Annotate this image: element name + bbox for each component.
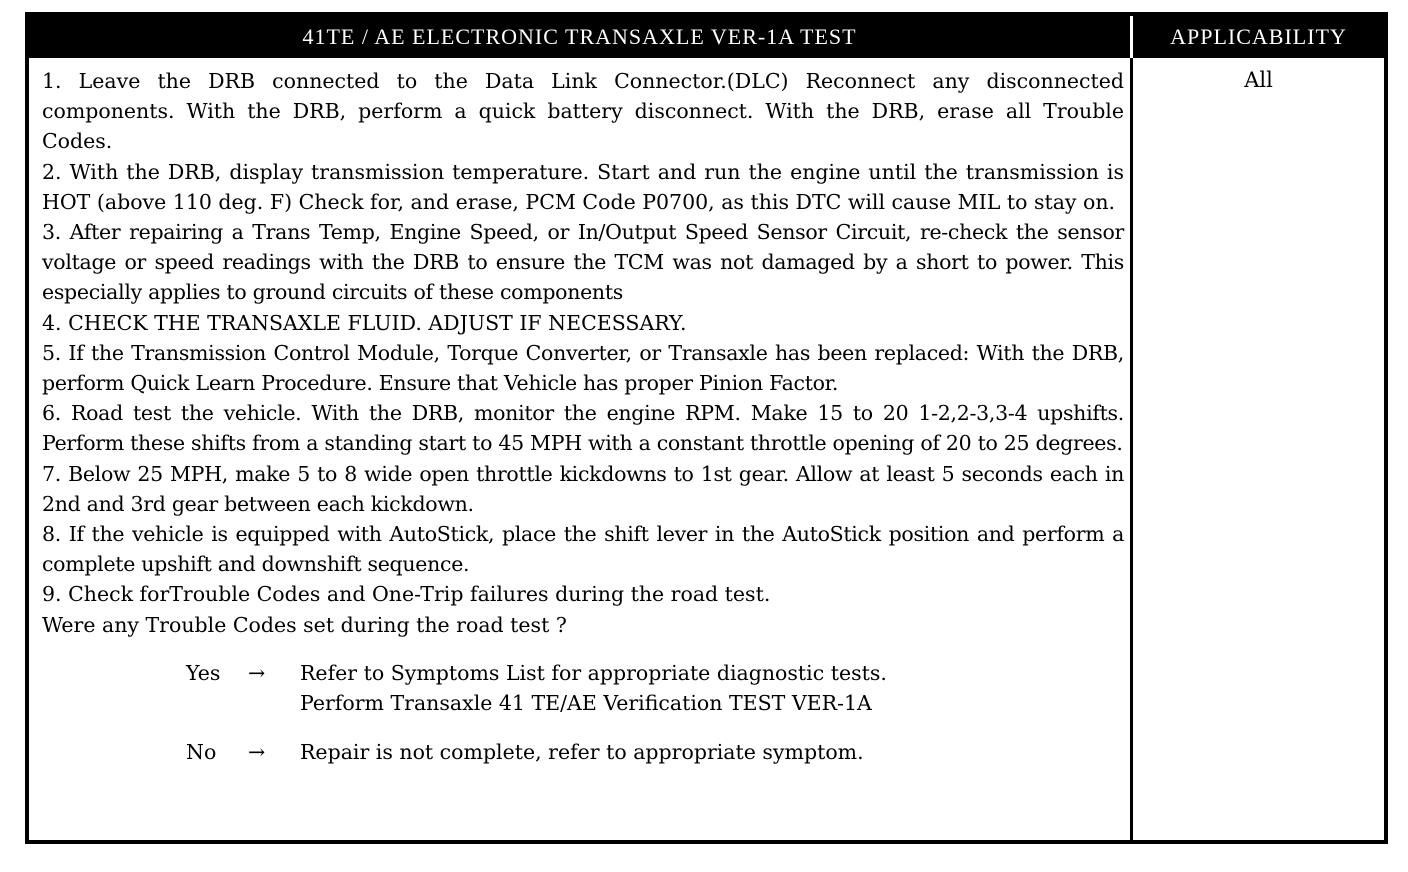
step-7: 7. Below 25 MPH, make 5 to 8 wide open throttle kickdowns to 1st gear. Allow at least 5 seconds each in 2nd and 3rd gear between each kickdown. <box>42 461 1124 516</box>
right-arrow-icon: → <box>248 740 266 765</box>
answer-yes-text <box>300 658 1124 718</box>
table-header-applicability: APPLICABILITY <box>1133 16 1384 58</box>
applicability-cell: All <box>1244 68 1273 92</box>
procedure-table <box>25 12 1388 844</box>
step-8: 8. If the vehicle is equipped with AutoStick, place the shift lever in the AutoStick position and perform a complete upshift and downshift sequence. <box>42 522 1124 577</box>
answer-no-text: Repair is not complete, refer to appropriate symptom. <box>300 740 864 765</box>
answer-yes-line-2: Perform Transaxle 41 TE/AE Verification TEST VER-1A <box>300 691 872 716</box>
step-1: 1. Leave the DRB connected to the Data Link Connector.(DLC) Reconnect any disconnected components. With the DRB, perform a quick battery disconnect. With the DRB, erase all Trouble Codes. <box>42 69 1124 154</box>
step-4: 4. CHECK THE TRANSAXLE FLUID. ADJUST IF NECESSARY. <box>42 310 687 335</box>
answer-yes <box>186 658 1124 718</box>
answer-yes-line-1: Refer to Symptoms List for appropriate diagnostic tests. <box>300 660 887 685</box>
answer-no-label: No <box>186 740 217 765</box>
step-6: 6. Road test the vehicle. With the DRB, monitor the engine RPM. Make 15 to 20 1-2,2-3,3-4 upshifts. Perform these shifts from a standing start to 45 MPH with a constant throttle opening of 20 to 25 degrees. <box>42 401 1124 456</box>
step-3: 3. After repairing a Trans Temp, Engine Speed, or In/Output Speed Sensor Circuit, re-check the sensor voltage or speed readings with the DRB to ensure the TCM was not damaged by a short to power. This especially applies to ground circuits of these components <box>42 220 1124 305</box>
table-header-title: 41TE / AE ELECTRONIC TRANSAXLE VER-1A TEST <box>29 16 1133 58</box>
answer-no <box>186 737 1124 767</box>
step-5: 5. If the Transmission Control Module, Torque Converter, or Transaxle has been replaced: With the DRB, perform Quick Learn Procedure. Ensure that Vehicle has proper Pinion Factor. <box>42 340 1124 396</box>
answer-yes-label: Yes <box>186 660 221 685</box>
procedure-cell <box>29 58 1133 840</box>
step-9: 9. Check forTrouble Codes and One-Trip failures during the road test. <box>42 582 771 607</box>
answers-block <box>186 658 1124 768</box>
step-2: 2. With the DRB, display transmission temperature. Start and run the engine until the transmission is HOT (above 110 deg. F) Check for, and erase, PCM Code P0700, as this DTC will cause MIL to stay on. <box>42 159 1124 214</box>
steps-list <box>42 66 1124 610</box>
question-text: Were any Trouble Codes set during the road test ? <box>42 612 567 637</box>
right-arrow-icon: → <box>248 660 266 685</box>
